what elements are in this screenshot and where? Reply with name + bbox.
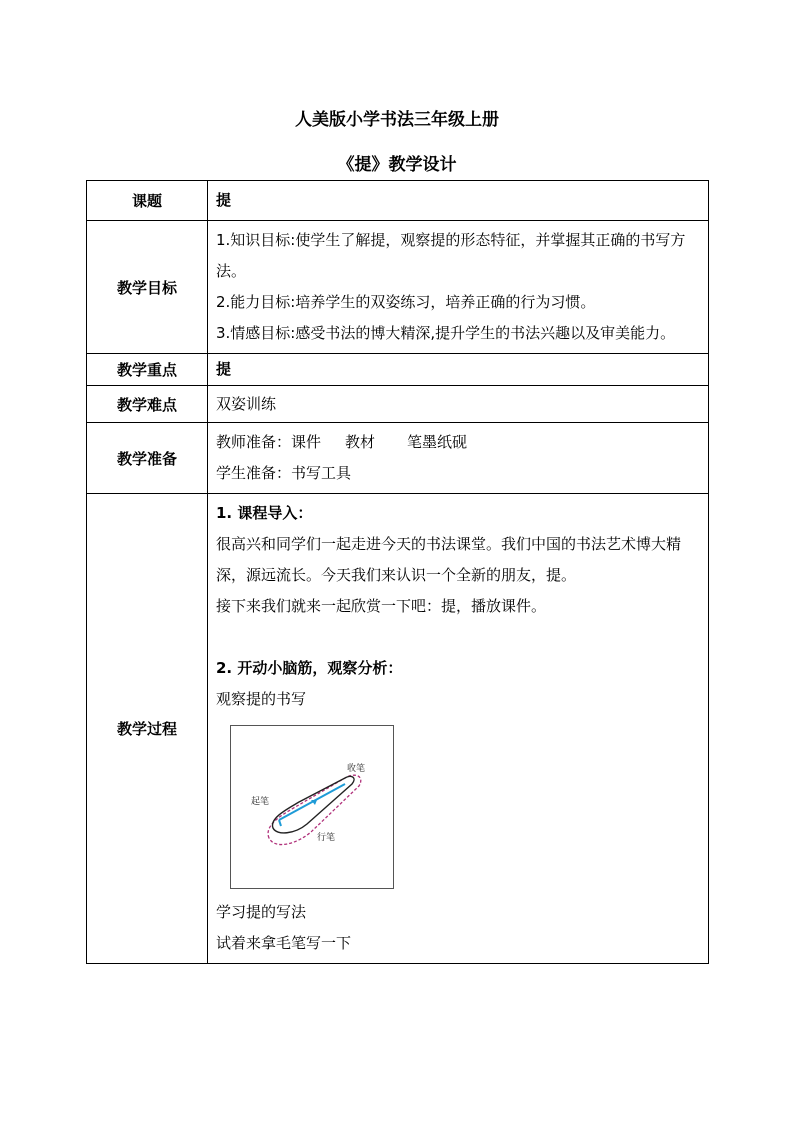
row-difficulty [87, 386, 709, 423]
start-label: 起笔 [251, 797, 270, 807]
teacher-item: 教材 [345, 433, 376, 451]
paragraph: 学习提的写法 [216, 903, 307, 921]
section-title: 1. 课程导入： [216, 504, 313, 522]
document-subtitle: 《提》教学设计 [337, 155, 457, 175]
spacer [216, 622, 700, 653]
student-preparation: 学生准备：书写工具 [216, 464, 352, 482]
move-label: 行笔 [317, 833, 336, 843]
teacher-item: 课件 [291, 433, 322, 451]
topic-label: 课题 [87, 181, 208, 221]
stroke-diagram [230, 725, 394, 889]
paragraph: 很高兴和同学们一起走进今天的书法课堂。我们中国的书法艺术博大精深，源远流长。今天我们来认识一个全新的朋友，提。 [216, 535, 682, 584]
difficulty-label: 教学难点 [87, 386, 208, 423]
key-point-label: 教学重点 [87, 354, 208, 386]
row-topic [87, 181, 709, 221]
paragraph: 观察提的书写 [216, 690, 307, 708]
lesson-plan-table [86, 180, 709, 964]
teacher-item: 笔墨纸砚 [407, 433, 468, 451]
goal-item: 1.知识目标:使学生了解提，观察提的形态特征，并掌握其正确的书写方法。 [216, 231, 686, 280]
teacher-prefix: 教师准备： [216, 433, 292, 451]
paragraph: 接下来我们就来一起欣赏一下吧：提，播放课件。 [216, 597, 547, 615]
goals-content [208, 221, 709, 354]
preparation-content [208, 423, 709, 494]
stroke-outline-dashed [268, 775, 361, 844]
topic-value: 提 [208, 181, 709, 221]
key-point-value: 提 [208, 354, 709, 386]
section-title: 2. 开动小脑筋，观察分析： [216, 659, 403, 677]
difficulty-value: 双姿训练 [208, 386, 709, 423]
teacher-preparation [216, 427, 700, 458]
ti-stroke-illustration [231, 726, 393, 888]
row-key-point [87, 354, 709, 386]
goal-item: 2.能力目标:培养学生的双姿练习，培养正确的行为习惯。 [216, 293, 596, 311]
end-label: 收笔 [347, 764, 366, 774]
document-title: 人美版小学书法三年级上册 [295, 110, 499, 130]
process-label: 教学过程 [87, 494, 208, 964]
goal-item: 3.情感目标:感受书法的博大精深,提升学生的书法兴趣以及审美能力。 [216, 324, 676, 342]
row-goals [87, 221, 709, 354]
row-preparation [87, 423, 709, 494]
goals-label: 教学目标 [87, 221, 208, 354]
paragraph: 试着来拿毛笔写一下 [216, 934, 352, 952]
process-content [208, 494, 709, 964]
row-process [87, 494, 709, 964]
preparation-label: 教学准备 [87, 423, 208, 494]
